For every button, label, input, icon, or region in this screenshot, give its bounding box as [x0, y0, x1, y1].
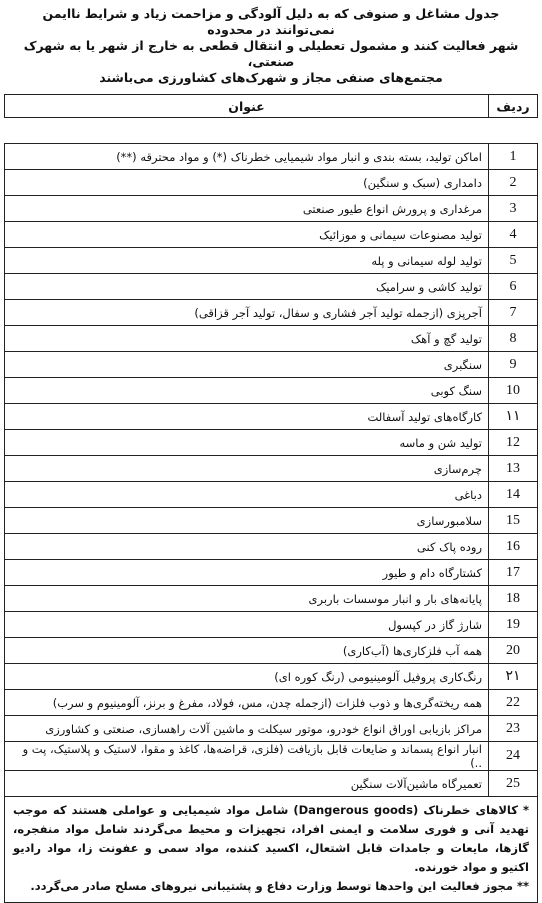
row-number: 7	[489, 300, 538, 326]
row-number: 15	[489, 508, 538, 534]
table-row	[5, 326, 538, 352]
table-row	[5, 716, 538, 742]
row-title: سنگبری	[5, 352, 489, 378]
table-row	[5, 534, 538, 560]
row-number: 4	[489, 222, 538, 248]
row-number: 8	[489, 326, 538, 352]
row-number: 2	[489, 170, 538, 196]
row-number: 22	[489, 690, 538, 716]
row-title: سلامبورسازی	[5, 508, 489, 534]
row-title: اماکن تولید، بسته بندی و انبار مواد شیمیایی خطرناک (*) و مواد محترقه (**)	[5, 144, 489, 170]
table-row	[5, 274, 538, 300]
row-number: 9	[489, 352, 538, 378]
table-row	[5, 456, 538, 482]
row-number: ٢١	[489, 664, 538, 690]
row-number: 16	[489, 534, 538, 560]
table-row	[5, 300, 538, 326]
row-number: 12	[489, 430, 538, 456]
row-title: تولید کاشی و سرامیک	[5, 274, 489, 300]
row-title: تولید مصنوعات سیمانی و موزائیک	[5, 222, 489, 248]
row-title: روده پاک کنی	[5, 534, 489, 560]
row-number: 17	[489, 560, 538, 586]
row-title: تولید شن و ماسه	[5, 430, 489, 456]
table-row	[5, 560, 538, 586]
row-number: 13	[489, 456, 538, 482]
title-line-1: جدول مشاغل و صنوفی که به دلیل آلودگی و مزاحمت زیاد و شرایط ناایمن نمی‌توانند در محدوده	[42, 6, 500, 37]
table-row	[5, 430, 538, 456]
table-row	[5, 352, 538, 378]
table-row	[5, 638, 538, 664]
table-row	[5, 482, 538, 508]
row-number: 19	[489, 612, 538, 638]
table-row	[5, 170, 538, 196]
row-title: مرغداری و پرورش انواع طیور صنعتی	[5, 196, 489, 222]
table-row	[5, 586, 538, 612]
row-title: دامداری (سبک و سنگین)	[5, 170, 489, 196]
row-number: 3	[489, 196, 538, 222]
row-number: 18	[489, 586, 538, 612]
table-header-row	[5, 95, 538, 118]
row-number: 6	[489, 274, 538, 300]
table-row	[5, 664, 538, 690]
jobs-table	[4, 94, 538, 797]
row-title: دباغی	[5, 482, 489, 508]
table-row	[5, 144, 538, 170]
table-row	[5, 742, 538, 771]
row-title: انبار انواع پسماند و ضایعات قابل بازیافت (فلزی، قراضه‌ها، کاغذ و مقوا، لاستیک و پلاستیک، پت و ..)	[5, 742, 489, 771]
title-line-3: مجتمع‌های صنفی مجاز و شهرک‌های کشاورزی می‌باشند	[99, 70, 443, 85]
table-row	[5, 196, 538, 222]
row-number: 5	[489, 248, 538, 274]
table-row	[5, 690, 538, 716]
row-number: 25	[489, 771, 538, 797]
row-title: تولید گچ و آهک	[5, 326, 489, 352]
row-title: سنگ کوبی	[5, 378, 489, 404]
row-title: رنگ‌کاری پروفیل آلومینیومی (رنگ کوره ای)	[5, 664, 489, 690]
row-title: مراکز بازیابی اوراق انواع خودرو، موتور سیکلت و ماشین آلات راهسازی، صنعتی و کشاورزی	[5, 716, 489, 742]
row-number: 24	[489, 742, 538, 771]
row-number: 23	[489, 716, 538, 742]
header-radif: ردیف	[489, 95, 538, 118]
footnote-permit: ** مجوز فعالیت این واحدها توسط وزارت دفاع و پشتیبانی نیروهای مسلح صادر می‌گردد.	[30, 879, 529, 893]
table-row	[5, 612, 538, 638]
table-row	[5, 771, 538, 797]
row-title: تولید لوله سیمانی و پله	[5, 248, 489, 274]
table-row	[5, 508, 538, 534]
row-number: 14	[489, 482, 538, 508]
title-line-2: شهر فعالیت کنند و مشمول تعطیلی و انتقال قطعی به خارج از شهر یا به شهرک صنعتی،	[23, 38, 519, 69]
row-number: ١١	[489, 404, 538, 430]
table-row	[5, 404, 538, 430]
header-onvan: عنوان	[5, 95, 489, 118]
row-title: آجرپزی (ازجمله تولید آجر فشاری و سفال، تولید آجر قزاقی)	[5, 300, 489, 326]
row-title: چرم‌سازی	[5, 456, 489, 482]
footnote-dangerous-goods: * کالاهای خطرناک (Dangerous goods) شامل مواد شیمیایی و عواملی هستند که موجب تهدید آنی و فوری سلامت و ایمنی افراد، تجهیزات و محیط می‌گردند شامل مواد منفجره، گازها، مایعات و جامدات قابل اشتعال، اکسید کننده، مواد سمی و عفونت زا، مواد رادیو اکتیو و مواد خورنده.	[13, 803, 529, 874]
row-title: همه آب فلزکاری‌ها (آب‌کاری)	[5, 638, 489, 664]
footnotes	[4, 797, 538, 903]
row-number: 10	[489, 378, 538, 404]
row-title: همه ریخته‌گری‌ها و ذوب فلزات (ازجمله چدن، مس، فولاد، مفرغ و برنز، آلومینیوم و سرب)	[5, 690, 489, 716]
document-title	[12, 6, 530, 86]
row-title: تعمیرگاه ماشین‌آلات سنگین	[5, 771, 489, 797]
row-title: کشتارگاه دام و طیور	[5, 560, 489, 586]
table-row	[5, 378, 538, 404]
table-row	[5, 222, 538, 248]
row-number: 1	[489, 144, 538, 170]
table-spacer-row	[5, 118, 538, 144]
row-title: شارژ گاز در کپسول	[5, 612, 489, 638]
row-title: کارگاه‌های تولید آسفالت	[5, 404, 489, 430]
row-title: پایانه‌های بار و انبار موسسات باربری	[5, 586, 489, 612]
row-number: 20	[489, 638, 538, 664]
table-row	[5, 248, 538, 274]
